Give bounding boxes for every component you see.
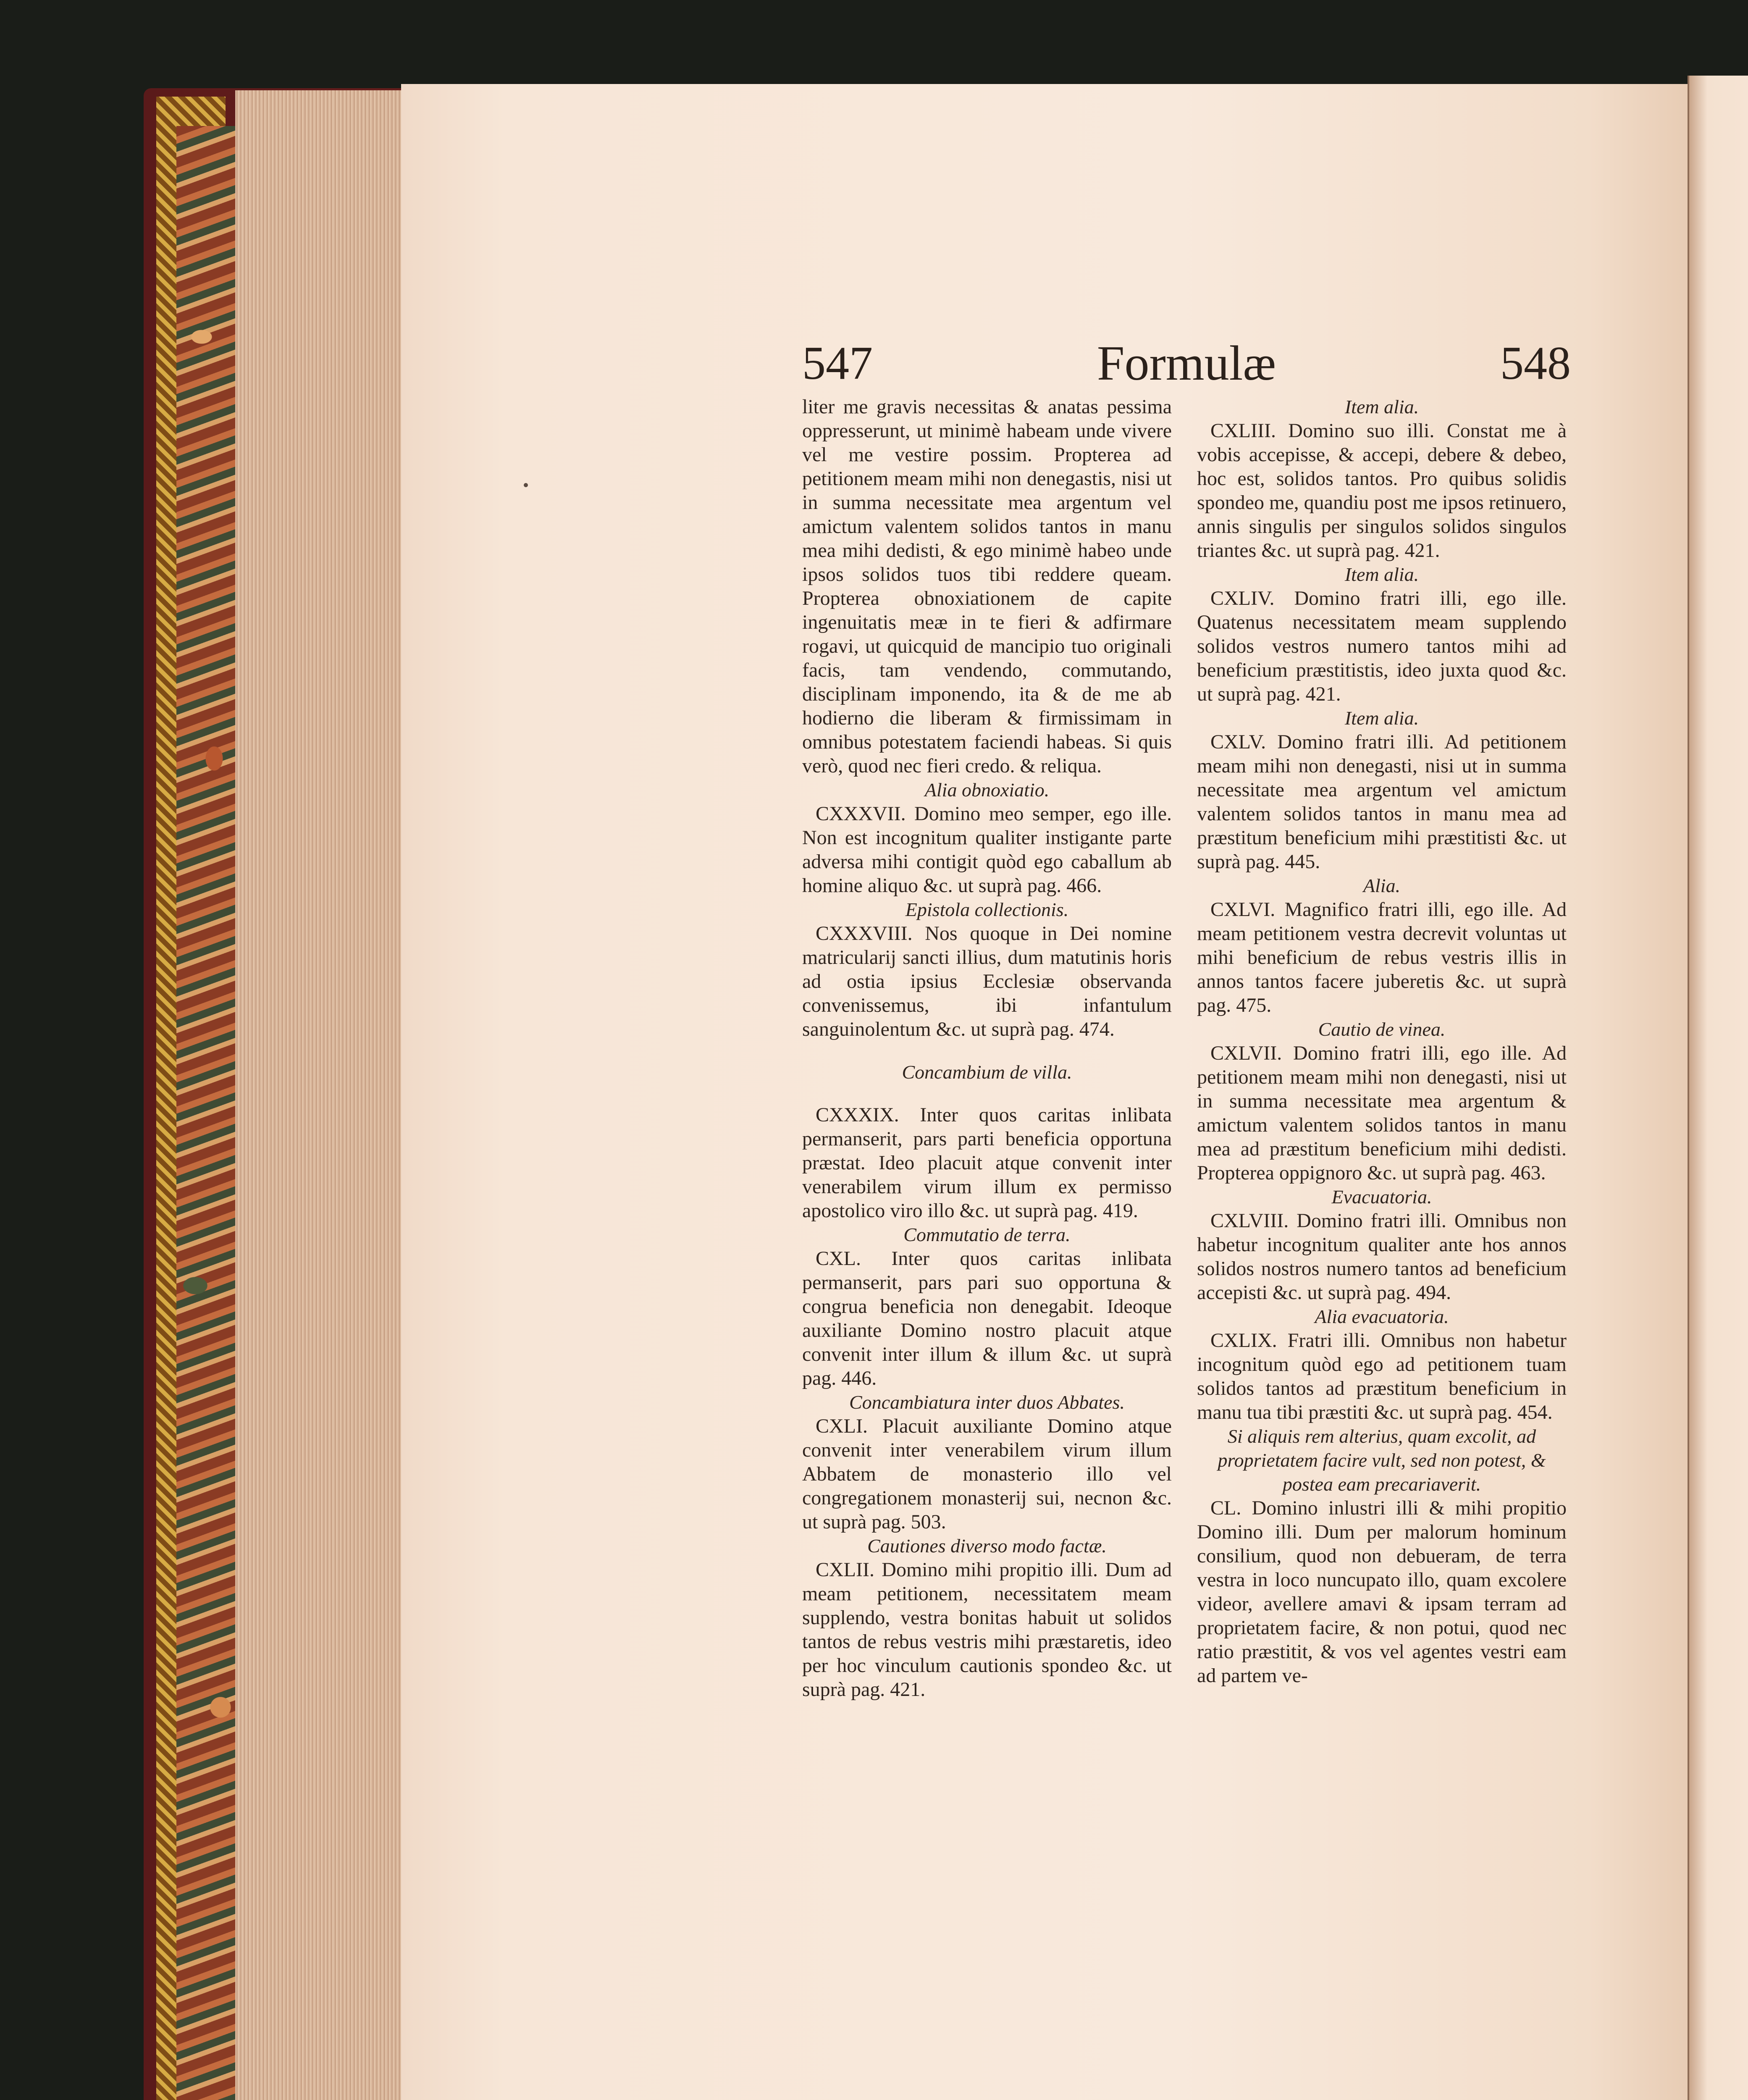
right-folio: 548 — [1500, 337, 1571, 389]
section-heading: Si aliquis rem alterius, quam excolit, ad proprietatem facire vult, sed non potest, & postea eam precariaverit. — [1218, 1425, 1546, 1495]
paragraph: CXLI. Placuit auxiliante Domino atque convenit inter venerabilem virum illum Abbatem de monasterio illo vel congregationem monasterij sui, necnon &c. ut suprà pag. 503. — [802, 1415, 1172, 1533]
running-head — [802, 332, 1571, 395]
section-heading: Alia evacuatoria. — [1315, 1306, 1449, 1327]
spacer — [802, 1041, 1172, 1060]
marbled-endpaper — [176, 126, 239, 2100]
section-heading: Epistola collectionis. — [905, 899, 1069, 920]
section-heading: Concambium de villa. — [902, 1061, 1072, 1083]
section-heading: Cautio de vinea. — [1318, 1018, 1446, 1040]
section-heading: Evacuatoria. — [1331, 1186, 1432, 1208]
section-heading: Item alia. — [1344, 707, 1419, 729]
section-heading: Commutatio de terra. — [903, 1224, 1071, 1245]
paragraph: CXLV. Domino fratri illi. Ad petitionem meam mihi non denegasti, nisi ut in summa necessitate mea argentum vel amictum valentem solidos tantos in manu mea ad præstitum beneficium mihi præstitisti &c. ut suprà pag. 445. — [1197, 731, 1567, 873]
left-folio: 547 — [802, 337, 873, 389]
paragraph: CXLVIII. Domino fratri illi. Omnibus non habetur incognitum qualiter ante hos annos solidos nostros numero tantos ad beneficium accepisti &c. ut suprà pag. 494. — [1197, 1210, 1567, 1304]
section-heading: Cautiones diverso modo factæ. — [867, 1535, 1107, 1557]
paragraph: CXLIX. Fratri illi. Omnibus non habetur incognitum quòd ego ad petitionem tuam solidos tantos ad præstitum beneficium in manu tua tibi præstiti &c. ut suprà pag. 454. — [1197, 1329, 1567, 1423]
page-title: Formulæ — [1097, 336, 1276, 391]
paragraph: CXXXIX. Inter quos caritas inlibata permanserit, pars parti beneficia opportuna præstat. Ideo placuit atque convenit inter venerabilem virum illum ex permisso apostolico viro illo &c. ut suprà pag. 419. — [802, 1104, 1172, 1222]
section-heading: Alia. — [1363, 875, 1401, 896]
paragraph: CXXXVIII. Nos quoque in Dei nomine matricularij sancti illius, dum matutinis horis ad ostia ipsius Ecclesiæ observanda convenissemus, ibi infantulum sanguinolentum &c. ut suprà pag. 474. — [802, 922, 1172, 1040]
spacer — [802, 1084, 1172, 1103]
paragraph: CXXXVII. Domino meo semper, ego ille. Non est incognitum qualiter instigante parte adversa mihi contigit quòd ego caballum ab homine aliquo &c. ut suprà pag. 466. — [802, 803, 1172, 897]
page-edges — [235, 90, 413, 2100]
paragraph: CXLIV. Domino fratri illi, ego ille. Quatenus necessitatem meam supplendo solidos vestros numero tantos mihi ad beneficium præstitistis, ideo juxta quod &c. ut suprà pag. 421. — [1197, 587, 1567, 705]
ink-spot — [524, 483, 528, 487]
paragraph: CXLIII. Domino suo illi. Constat me à vobis accepisse, & accepi, debere & debeo, hoc est, solidos tantos. Pro quibus solidis spondeo me, quandiu post me ipsos retinuero, annis singulis per singulos solidos singulos triantes &c. ut suprà pag. 421. — [1197, 420, 1567, 562]
section-heading: Concambiatura inter duos Abbates. — [849, 1391, 1125, 1413]
paragraph: liter me gravis necessitas & anatas pessima oppresserunt, ut minimè habeam unde vivere vel me vestire possim. Propterea ad petitionem meam mihi non denegastis, nisi ut in summa necessitate mea argentum vel amictum valentem solidos tantos in manu mea mihi dedisti, & ego minimè habeo unde ipsos solidos tuos tibi reddere queam. Propterea obnoxiationem de capite ingenuitatis meæ in te fieri & adfirmare rogavi, ut quicquid de mancipio tuo originali facis, tam vendendo, commutando, disciplinam imponendo, ita & de me ab hodierno die liberam & firmissimam in omnibus potestatem faciendi habeas. Si quis verò, quod nec fieri credo. & reliqua. — [802, 396, 1172, 777]
section-heading: Alia obnoxiatio. — [924, 779, 1050, 801]
left-text-column — [802, 395, 1172, 1701]
paragraph: CXL. Inter quos caritas inlibata permanserit, pars pari suo opportuna & congrua beneficia non denegabit. Ideoque auxiliante Domino nostro placuit atque convenit inter illum & illum &c. ut suprà pag. 446. — [802, 1247, 1172, 1389]
paragraph: CXLVI. Magnifico fratri illi, ego ille. Ad meam petitionem vestra decrevit voluntas ut mihi beneficium de rebus vestris illis in annos tantos facere juberetis &c. ut suprà pag. 475. — [1197, 898, 1567, 1016]
paragraph: CXLVII. Domino fratri illi, ego ille. Ad petitionem meam mihi non denegasti, nisi ut in summa necessitate mea argentum & amictum valentem solidos tantos in manu mea ad præstitum beneficium mihi dedisti. Propterea oppignoro &c. ut suprà pag. 463. — [1197, 1042, 1567, 1184]
paragraph: CXLII. Domino mihi propitio illi. Dum ad meam petitionem, necessitatem meam supplendo, vestra bonitas habuit ut solidos tantos de rebus vestris mihi præstaretis, ideo per hoc vinculum cautionis spondeo &c. ut suprà pag. 421. — [802, 1559, 1172, 1701]
facing-page-edge — [1688, 76, 1748, 2100]
paragraph: CL. Domino inlustri illi & mihi propitio Domino illi. Dum per malorum hominum consilium, quod non debueram, de terra vestra in loco nuncupato illo, quam excolere videor, avellere amavi & ipsam terram ad proprietatem facire, & non potui, quod nec ratio præstitit, & vos vel agentes vestri eam ad partem ve- — [1197, 1497, 1567, 1687]
section-heading: Item alia. — [1344, 564, 1419, 585]
section-heading: Item alia. — [1344, 396, 1419, 417]
right-text-column — [1197, 395, 1567, 1688]
